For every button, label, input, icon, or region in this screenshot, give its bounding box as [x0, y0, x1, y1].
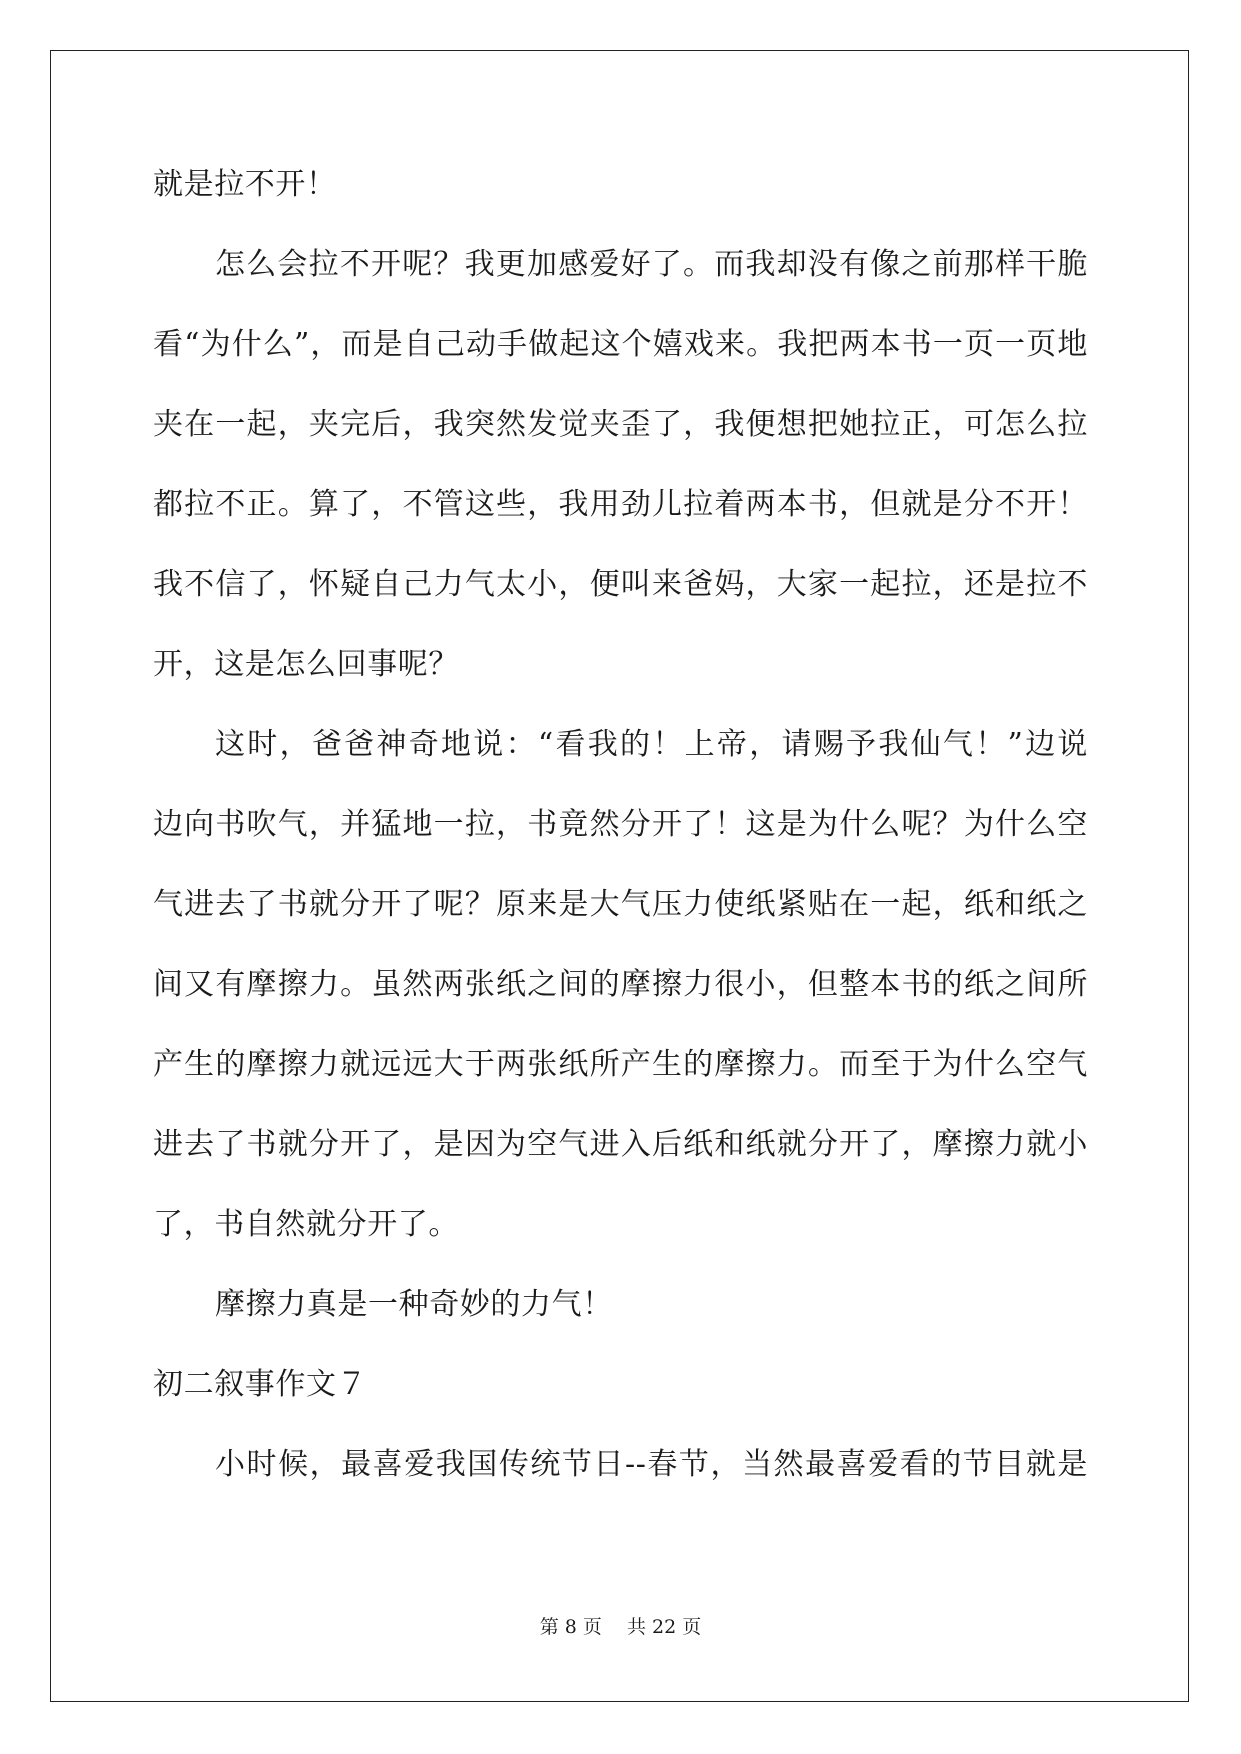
text-line: 摩擦力真是一种奇妙的力气！	[215, 1287, 613, 1322]
text-line: 产生的摩擦力就远远大于两张纸所产生的摩擦力。而至于为什么空气	[153, 1047, 1088, 1082]
text-line: 都拉不正。算了，不管这些，我用劲儿拉着两本书，但就是分不开！	[153, 487, 1088, 522]
text-line: 我不信了，怀疑自己力气太小，便叫来爸妈，大家一起拉，还是拉不	[153, 567, 1088, 602]
text-line: 就是拉不开！	[153, 167, 337, 202]
text-line: 初二叙事作文７	[153, 1367, 368, 1402]
page-footer	[0, 1612, 1241, 1639]
text-line: 边向书吹气，并猛地一拉，书竟然分开了！这是为什么呢？为什么空	[153, 807, 1088, 842]
document-body	[153, 160, 1088, 1520]
text-line: 间又有摩擦力。虽然两张纸之间的摩擦力很小，但整本书的纸之间所	[153, 967, 1088, 1002]
text-line: 怎么会拉不开呢？我更加感爱好了。而我却没有像之前那样干脆	[215, 247, 1088, 282]
text-line: 夹在一起，夹完后，我突然发觉夹歪了，我便想把她拉正，可怎么拉	[153, 407, 1088, 442]
text-line: 进去了书就分开了，是因为空气进入后纸和纸就分开了，摩擦力就小	[153, 1127, 1088, 1162]
text-line: 了，书自然就分开了。	[153, 1207, 459, 1242]
text-line: 气进去了书就分开了呢？原来是大气压力使纸紧贴在一起，纸和纸之	[153, 887, 1088, 922]
text-line: 这时，爸爸神奇地说：“看我的！上帝，请赐予我仙气！”边说	[215, 727, 1088, 762]
text-line: 看“为什么”，而是自己动手做起这个嬉戏来。我把两本书一页一页地	[153, 327, 1088, 362]
text-line: 开，这是怎么回事呢？	[153, 647, 459, 682]
text-line: 小时候，最喜爱我国传统节日--春节，当然最喜爱看的节目就是	[215, 1447, 1088, 1482]
page-number: 第 8 页 共 22 页	[539, 1616, 702, 1638]
